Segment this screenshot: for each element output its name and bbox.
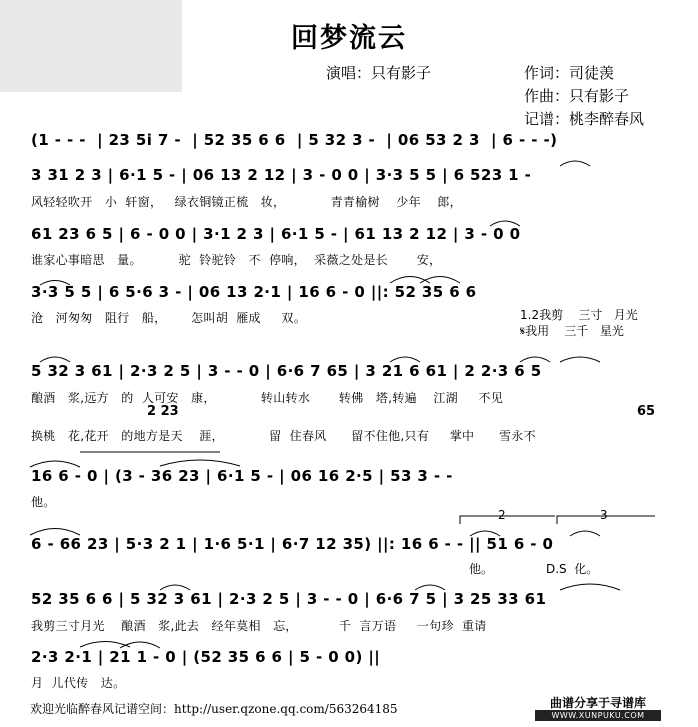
harmony-notes-223: 2 23	[147, 404, 179, 419]
ending-3-label: 3	[600, 508, 608, 522]
score-row-10-notes: 2·3 2·1 | 21 1 - 0 | (52 35 6 6 | 5 - 0 0) ||	[31, 648, 381, 666]
slur	[160, 460, 240, 466]
ending-2-label: 2	[498, 508, 506, 522]
singer-credit: 演唱：只有影子	[326, 64, 432, 82]
ending-lyric-1: 他。	[469, 562, 494, 576]
score-row-4-lyric: 沧 河匆匆 阻行 船， 怎叫胡 雁成 双。	[31, 311, 307, 325]
score-row-9-lyric: 我剪三寸月光 酿酒 浆,此去 经年莫相 忘， 千 言万语 一句珍 重请	[31, 619, 487, 633]
slur	[560, 584, 620, 590]
score-row-2-notes: 3 31 2 3 | 6·1 5 - | 06 13 2 12 | 3 - 0 0 | 3·3 5 5 | 6 523 1 -	[31, 166, 532, 184]
score-row-8-notes: 6 - 66 23 | 5·3 2 1 | 1·6 5·1 | 6·7 12 35) ||: 16 6 - - || 51 6 - 0	[31, 535, 554, 553]
score-row-1-notes: (1 - - - | 23 5i 7 - | 52 35 6 6 | 5 32 3 - | 06 53 2 3 | 6 - - -)	[31, 131, 558, 149]
slur	[570, 531, 600, 536]
badge-url: WWW.XUNPUKU.COM	[535, 710, 661, 721]
segno-lyric-line: 𝄋我用 三千 星光	[520, 324, 624, 338]
lyricist-credit: 作词：司徒羡	[524, 64, 615, 82]
score-row-6-lyric: 换桃 花,花开 的地方是天 涯， 留 住春风 留不住他,只有 掌中 雪永不	[31, 429, 536, 443]
footer-credit: 欢迎光临醉春风记谱空间：http://user.qzone.qq.com/563264185	[30, 702, 398, 716]
score-row-7-notes: 16 6 - 0 | (3 - 36 23 | 6·1 5 - | 06 16 2·5 | 53 3 - -	[31, 467, 453, 485]
transcriber-credit: 记谱：桃李醉春风	[524, 110, 645, 128]
score-row-3-lyric: 谁家心事暗思 量。 驼 铃驼铃 不 停响， 采薇之处是长 安，	[31, 253, 442, 267]
harmony-notes-65: 65	[637, 404, 656, 419]
slur	[80, 642, 130, 648]
volta-lyric-line: 1.2我剪 三寸 月光	[520, 308, 638, 322]
slur	[560, 357, 600, 362]
score-row-3-notes: 61 23 6 5 | 6 - 0 0 | 3·1 2 3 | 6·1 5 - | 61 13 2 12 | 3 - 0 0	[31, 225, 521, 243]
score-row-9-notes: 52 35 6 6 | 5 32 3 61 | 2·3 2 5 | 3 - - 0 | 6·6 7 5 | 3 25 33 61	[31, 590, 547, 608]
score-row-7-lyric: 他。	[31, 495, 56, 509]
ending-lyric-2: D.S 化。	[546, 562, 599, 576]
badge-title: 曲谱分享于寻谱库	[549, 696, 646, 710]
score-row-2-lyric: 风轻轻吹开 小 轩窗， 绿衣铜镜正梳 妆， 青青榆树 少年 郎，	[31, 195, 462, 209]
composer-credit: 作曲：只有影子	[524, 87, 630, 105]
song-title: 回梦流云	[291, 23, 407, 54]
score-row-10-lyric: 月 儿代传 达。	[31, 676, 126, 690]
score-row-4-notes: 3·3 5 5 | 6 5·6 3 - | 06 13 2·1 | 16 6 - 0 ||: 52 35 6 6	[31, 283, 477, 301]
score-row-5-lyric: 酿酒 浆,远方 的 人可安 康， 转山转水 转佛 塔,转遍 江湖 不见	[31, 391, 504, 405]
slur	[560, 161, 590, 166]
score-row-5-notes: 5 32 3 61 | 2·3 2 5 | 3 - - 0 | 6·6 7 65 | 3 21 6 61 | 2 2·3 6 5	[31, 362, 542, 380]
volta-bracket-2	[460, 516, 555, 524]
source-badge	[535, 694, 661, 722]
